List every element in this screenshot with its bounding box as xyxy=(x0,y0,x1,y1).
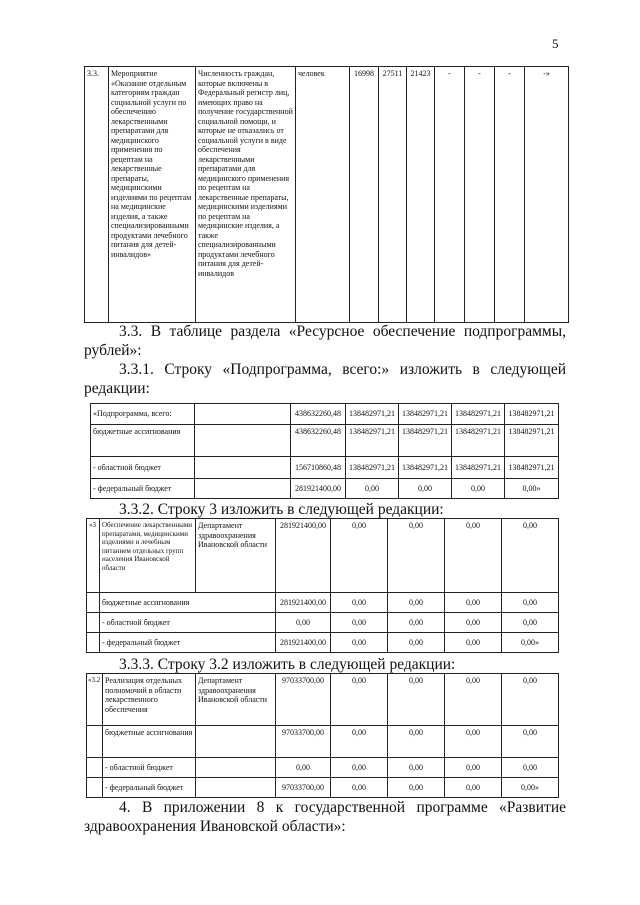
value-cell: 0,00 xyxy=(388,519,445,593)
value-cell: 0,00 xyxy=(276,613,331,633)
value-cell: 0,00 xyxy=(502,613,559,633)
value-cell: 0,00 xyxy=(502,726,559,758)
value-cell: 0,00 xyxy=(388,613,445,633)
value-cell: - xyxy=(465,67,495,323)
executor: Департамент здравоохранения Ивановской области xyxy=(196,674,276,726)
paragraph-4-line1: 4. В приложении 8 к государственной программе «Развитие xyxy=(119,799,566,816)
indicator-name: Численность граждан, которые включены в Федеральный регистр лиц, имеющих право на получение государственной социальной помощи, и которые не отказались от социальной услуги в виде обеспечения лекарственными препаратами для медицинского применения по рецептам на лекарственные препараты, медицинскими изделиями по рецептам на медицинские изделия, а также специализированными продуктами лечебного питания для детей-инвалидов xyxy=(196,67,296,323)
value-cell: 97033700,00 xyxy=(276,778,331,798)
value-cell: 156710860,48 xyxy=(291,457,346,479)
value-cell: 0,00» xyxy=(505,479,559,499)
executor: Департамент здравоохранения Ивановской области xyxy=(196,519,276,593)
paragraph-3-3-2: 3.3.2. Строку 3 изложить в следующей редакции: xyxy=(119,501,444,518)
measure-name: Реализация отдельных полномочий в области лекарственного обеспечения xyxy=(103,674,196,726)
value-cell: 281921400,00 xyxy=(276,633,331,653)
paragraph-4-line2: здравоохранения Ивановской области»: xyxy=(84,818,346,835)
value-cell: 138482971,21 xyxy=(346,425,399,457)
value-cell: 16998 xyxy=(350,67,379,323)
value-cell: 0,00 xyxy=(331,633,388,653)
value-cell: 138482971,21 xyxy=(505,404,559,425)
value-cell: 0,00 xyxy=(346,479,399,499)
value-cell: 138482971,21 xyxy=(505,425,559,457)
paragraph-3-3-line2: рублей»: xyxy=(84,342,142,359)
value-cell: 138482971,21 xyxy=(399,425,452,457)
value-cell: 0,00 xyxy=(445,778,502,798)
value-cell: 0,00 xyxy=(276,758,331,778)
value-cell: 97033700,00 xyxy=(276,726,331,758)
value-cell: 0,00 xyxy=(388,758,445,778)
value-cell: -» xyxy=(525,67,569,323)
value-cell: 138482971,21 xyxy=(452,404,505,425)
value-cell: 0,00 xyxy=(388,778,445,798)
row-label: бюджетные ассигнования xyxy=(91,425,195,457)
row-label: бюджетные ассигнования xyxy=(103,726,196,758)
row-label: бюджетные ассигнования xyxy=(100,593,276,613)
value-cell: 0,00 xyxy=(445,758,502,778)
row-number: «3 xyxy=(87,519,100,593)
value-cell: 0,00 xyxy=(331,519,388,593)
value-cell: - xyxy=(495,67,525,323)
value-cell: 0,00 xyxy=(502,674,559,726)
measure-name: Обеспечение лекарственными препаратами, медицинскими изделиями и лечебным питанием отдельных групп населения Ивановской области xyxy=(100,519,196,593)
row-number: «3.2 xyxy=(87,674,103,726)
value-cell: 0,00 xyxy=(388,633,445,653)
value-cell: 21423 xyxy=(407,67,435,323)
value-cell: 0,00 xyxy=(445,593,502,613)
value-cell: 27511 xyxy=(379,67,407,323)
value-cell: 438632260,48 xyxy=(291,404,346,425)
page-number: 5 xyxy=(552,36,559,51)
value-cell: 0,00 xyxy=(445,633,502,653)
row-label: - областной бюджет xyxy=(103,758,196,778)
value-cell: 0,00 xyxy=(331,726,388,758)
value-cell: 138482971,21 xyxy=(452,457,505,479)
row3-2-table xyxy=(86,673,559,798)
indicator-table xyxy=(84,66,569,323)
row-number: 3.3. xyxy=(85,67,109,323)
value-cell: 0,00 xyxy=(399,479,452,499)
value-cell: 281921400,00 xyxy=(291,479,346,499)
paragraph-3-3-3: 3.3.3. Строку 3.2 изложить в следующей редакции: xyxy=(119,656,456,673)
value-cell: 0,00 xyxy=(445,674,502,726)
value-cell: 0,00 xyxy=(502,758,559,778)
row-label: - федеральный бюджет xyxy=(91,479,195,499)
paragraph-3-3-1-line1: 3.3.1. Строку «Подпрограмма, всего:» изложить в следующей xyxy=(119,361,566,378)
value-cell: 97033700,00 xyxy=(276,674,331,726)
value-cell: 138482971,21 xyxy=(452,425,505,457)
row-label: - областной бюджет xyxy=(100,613,276,633)
value-cell: 0,00 xyxy=(331,593,388,613)
value-cell: 281921400,00 xyxy=(276,593,331,613)
row3-table xyxy=(86,518,559,653)
row-label: - федеральный бюджет xyxy=(100,633,276,653)
value-cell: 0,00 xyxy=(331,674,388,726)
value-cell: 0,00 xyxy=(445,519,502,593)
measure-name: Мероприятие «Оказание отдельным категориям граждан социальной услуги по обеспечению лекарственными препаратами для медицинского применения по рецептам на лекарственные препараты, медицинскими изделиями по рецептам на медицинские изделия, а также специализированными продуктами лечебного питания для детей-инвалидов» xyxy=(109,67,196,323)
value-cell: 0,00 xyxy=(502,519,559,593)
value-cell: - xyxy=(435,67,465,323)
value-cell: 138482971,21 xyxy=(399,404,452,425)
row-label: - федеральный бюджет xyxy=(103,778,196,798)
paragraph-3-3-line1: 3.3. В таблице раздела «Ресурсное обеспечение подпрограммы, xyxy=(119,323,566,340)
row-label: - областной бюджет xyxy=(91,457,195,479)
value-cell: 0,00 xyxy=(331,778,388,798)
value-cell: 281921400,00 xyxy=(276,519,331,593)
value-cell: 0,00 xyxy=(452,479,505,499)
value-cell: 0,00» xyxy=(502,633,559,653)
paragraph-3-3-1-line2: редакции: xyxy=(84,380,150,397)
value-cell: 0,00 xyxy=(388,726,445,758)
unit: человек xyxy=(296,67,350,323)
value-cell: 0,00 xyxy=(445,613,502,633)
value-cell: 138482971,21 xyxy=(346,404,399,425)
subprogram-table xyxy=(90,403,559,499)
value-cell: 0,00 xyxy=(388,674,445,726)
value-cell: 0,00» xyxy=(502,778,559,798)
value-cell: 0,00 xyxy=(502,593,559,613)
value-cell: 438632260,48 xyxy=(291,425,346,457)
value-cell: 0,00 xyxy=(445,726,502,758)
value-cell: 0,00 xyxy=(388,593,445,613)
value-cell: 138482971,21 xyxy=(399,457,452,479)
value-cell: 0,00 xyxy=(331,613,388,633)
value-cell: 138482971,21 xyxy=(505,457,559,479)
value-cell: 138482971,21 xyxy=(346,457,399,479)
value-cell: 0,00 xyxy=(331,758,388,778)
row-label: «Подпрограмма, всего: xyxy=(91,404,195,425)
